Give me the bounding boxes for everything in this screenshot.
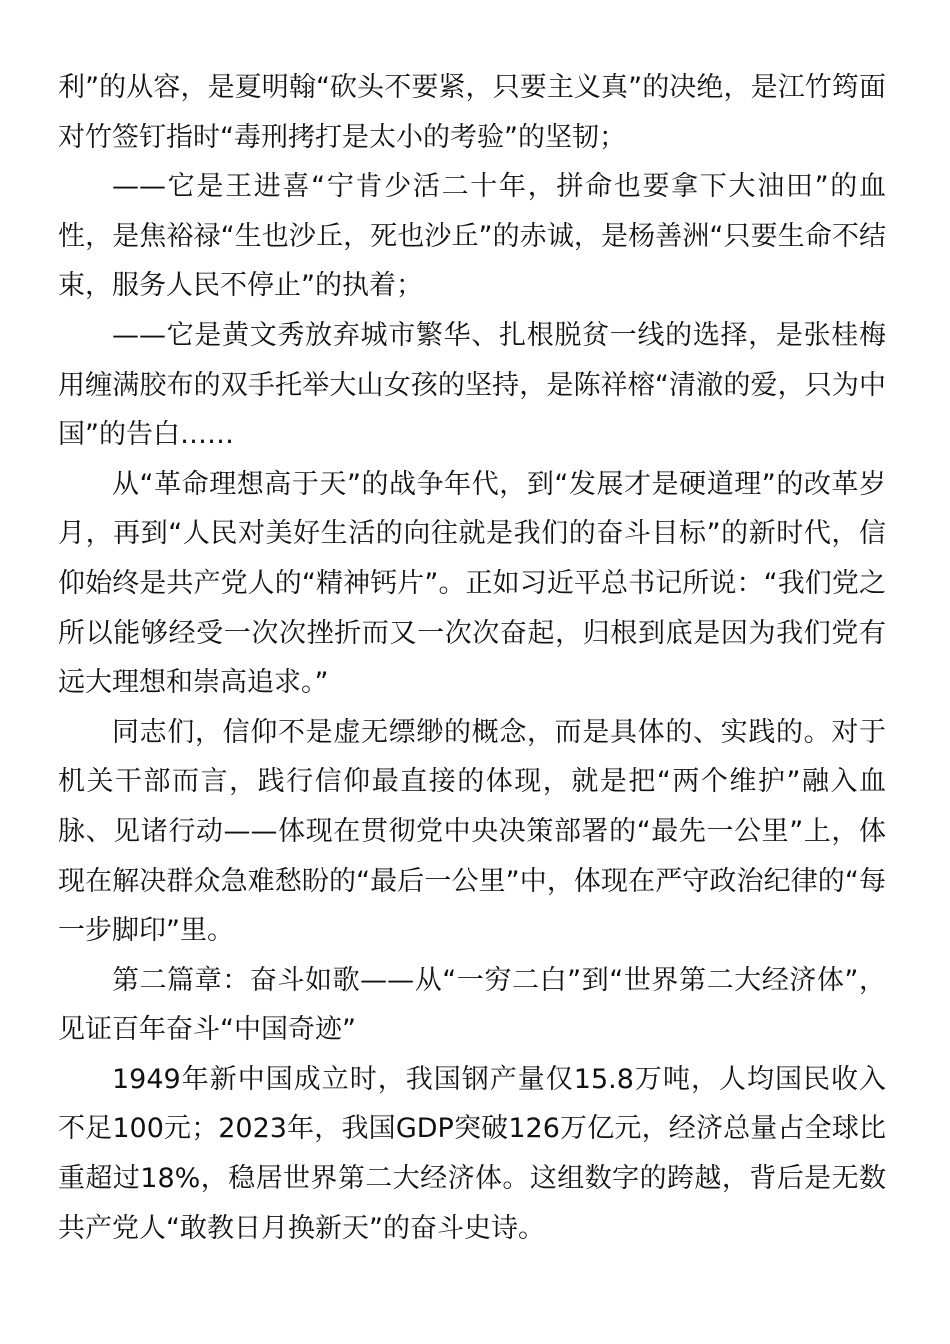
paragraph-continuation: 利”的从容，是夏明翰“砍头不要紧，只要主义真”的决绝，是江竹筠面对竹签钉指时“毒刑拷打是太小的考验”的坚韧；: [58, 72, 886, 153]
paragraph-faith-eras: 从“革命理想高于天”的战争年代，到“发展才是硬道理”的改革岁月，再到“人民对美好生活的向往就是我们的奋斗目标”的新时代，信仰始终是共产党人的“精神钙片”。正如习近平总书记所说：“我们党之所以能够经受一次次挫折而又一次次奋起，归根到底是因为我们党有远大理想和崇高追求。”: [58, 468, 886, 699]
document-body: [58, 63, 886, 1253]
section-heading-chapter-two: 第二篇章：奋斗如歌——从“一穷二白”到“世界第二大经济体”，见证百年奋斗“中国奇迹”: [58, 964, 886, 1046]
paragraph-economy-stats: 1949年新中国成立时，我国钢产量仅15.8万吨，人均国民收入不足100元；2023年，我国GDP突破126万亿元，经济总量占全球比重超过18%，稳居世界第二大经济体。这组数字的跨越，背后是无数共产党人“敢教日月换新天”的奋斗史诗。: [58, 1063, 886, 1244]
paragraph-huang-wenxiu: ——它是黄文秀放弃城市繁华、扎根脱贫一线的选择，是张桂梅用缠满胶布的双手托举大山女孩的坚持，是陈祥榕“清澈的爱，只为中国”的告白……: [58, 319, 886, 451]
paragraph-wang-jinxi: ——它是王进喜“宁肯少活二十年，拼命也要拿下大油田”的血性，是焦裕禄“生也沙丘，死也沙丘”的赤诚，是杨善洲“只要生命不结束，服务人民不停止”的执着；: [58, 171, 886, 302]
paragraph-comrades: 同志们，信仰不是虚无缥缈的概念，而是具体的、实践的。对于机关干部而言，践行信仰最直接的体现，就是把“两个维护”融入血脉、见诸行动——体现在贯彻党中央决策部署的“最先一公里”上，体现在解决群众急难愁盼的“最后一公里”中，体现在严守政治纪律的“每一步脚印”里。: [58, 716, 886, 947]
